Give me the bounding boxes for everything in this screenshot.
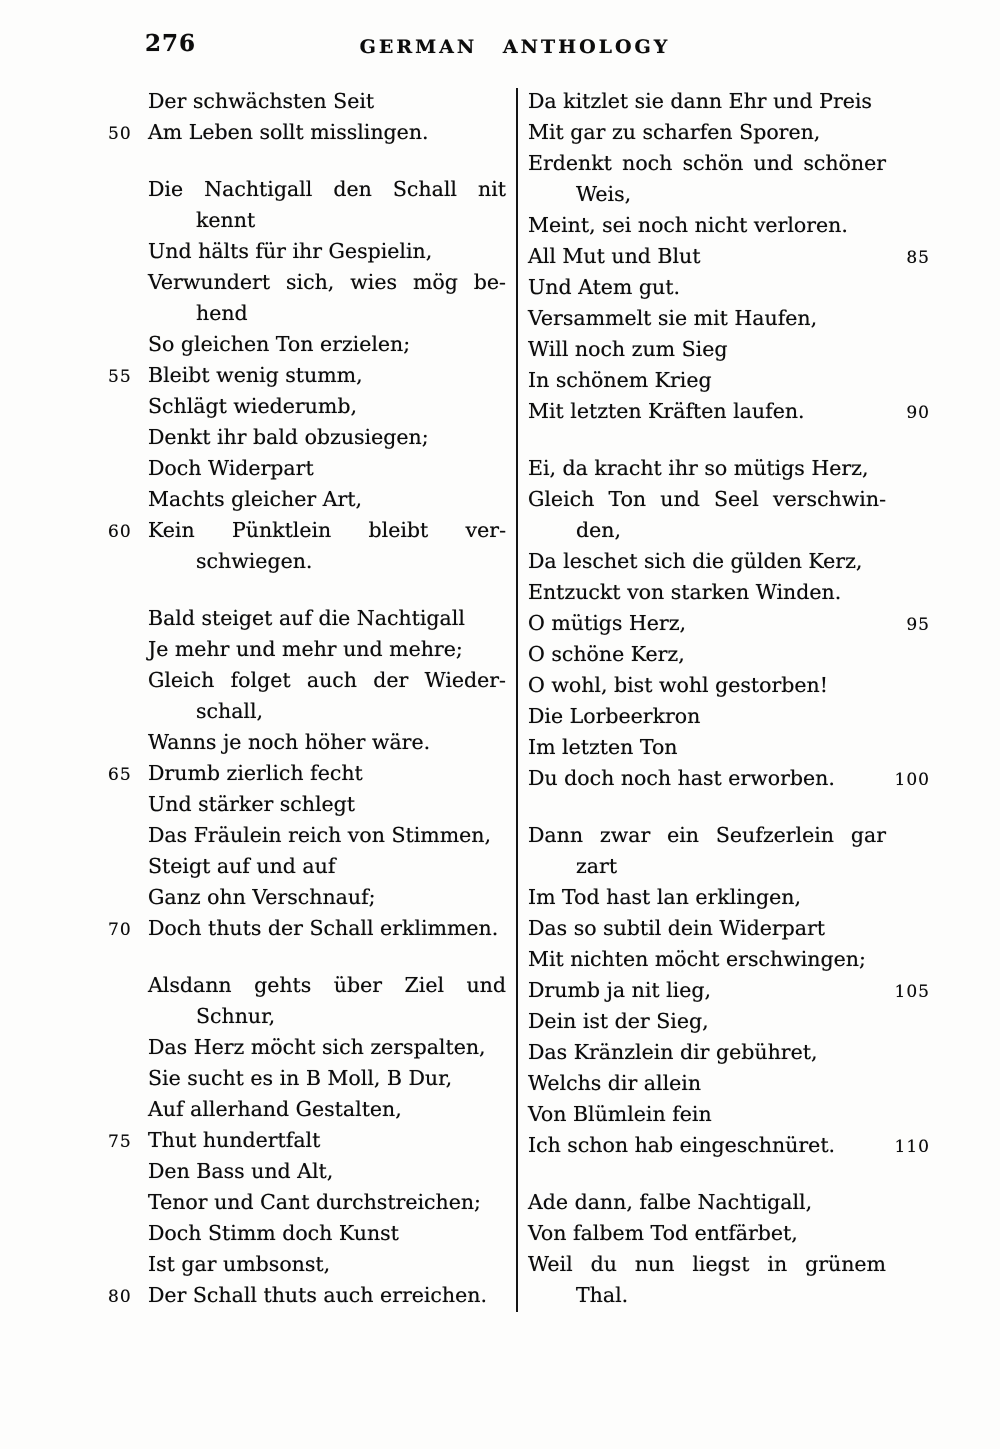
poem-line-text: Erdenkt noch schön und schöner (528, 151, 886, 175)
poem-line (528, 1187, 886, 1218)
stanza (528, 86, 930, 427)
poem-line (528, 763, 930, 794)
poem-line-text: Doch thuts der Schall erklimmen. (148, 916, 499, 940)
poem-line-text: Gleich Ton und Seel verschwin- (528, 487, 886, 511)
poem-line-text: Im letzten Ton (528, 735, 678, 759)
poem-column-right (528, 86, 930, 1311)
poem-line (528, 608, 930, 639)
poem-line-text: Das Fräulein reich von Stimmen, (148, 823, 492, 847)
poem-line (148, 1187, 506, 1218)
poem-line-text: Drumb ja nit lieg, (528, 978, 712, 1002)
poem-line (528, 1130, 930, 1161)
line-number: 85 (906, 248, 930, 268)
poem-line (528, 1099, 886, 1130)
poem-line (148, 86, 506, 117)
poem-line (148, 1218, 506, 1249)
poem-line (148, 1156, 506, 1187)
poem-line-text: Ade dann, falbe Nachtigall, (528, 1190, 813, 1214)
poem-line-text: Thal. (576, 1283, 629, 1307)
poem-line-text: Das Kränzlein dir gebühret, (528, 1040, 818, 1064)
poem-line (108, 117, 506, 148)
poem-line (148, 1001, 506, 1032)
poem-line (528, 272, 886, 303)
column-divider-rule (516, 88, 518, 1312)
line-number: 105 (894, 982, 930, 1002)
poem-line (528, 577, 886, 608)
poem-line-text: Dein ist der Sieg, (528, 1009, 709, 1033)
poem-line-text: Schlägt wiederumb, (148, 394, 357, 418)
poem-line-text: Mit letzten Kräften laufen. (528, 399, 805, 423)
poem-line (108, 1280, 506, 1311)
poem-line-text: Ganz ohn Verschnauf; (148, 885, 376, 909)
poem-line-text: Bald steiget auf die Nachtigall (148, 606, 465, 630)
line-number: 65 (108, 765, 132, 785)
poem-line-text: Entzuckt von starken Winden. (528, 580, 842, 604)
poem-line-text: Gleich folget auch der Wieder- (148, 668, 506, 692)
poem-line (528, 1218, 886, 1249)
poem-line-text: schall, (196, 699, 264, 723)
stanza (528, 1187, 886, 1311)
poem-line (148, 298, 506, 329)
poem-line (148, 267, 506, 298)
poem-line (528, 1006, 886, 1037)
poem-line (148, 696, 506, 727)
poem-line-text: Von falbem Tod entfärbet, (528, 1221, 798, 1245)
poem-line-text: Meint, sei noch nicht verloren. (528, 213, 848, 237)
poem-line-text: Verwundert sich, wies mög be- (148, 270, 506, 294)
poem-line (528, 365, 886, 396)
poem-line-text: Der Schall thuts auch erreichen. (148, 1283, 487, 1307)
poem-line-text: Je mehr und mehr und mehre; (148, 637, 463, 661)
poem-line-text: Am Leben sollt misslingen. (148, 120, 429, 144)
poem-line (148, 236, 506, 267)
poem-line (148, 329, 506, 360)
poem-line-text: Der schwächsten Seit (148, 89, 375, 113)
poem-line-text: O mütigs Herz, (528, 611, 687, 635)
line-number: 60 (108, 522, 132, 542)
poem-line (528, 334, 886, 365)
poem-line (148, 422, 506, 453)
poem-line (148, 789, 506, 820)
stanza (528, 820, 930, 1161)
poem-line-text: Und Atem gut. (528, 275, 680, 299)
poem-line (528, 484, 886, 515)
poem-line-text: Kein Pünktlein bleibt ver- (148, 518, 506, 542)
poem-line (148, 1094, 506, 1125)
poem-line-text: So gleichen Ton erzielen; (148, 332, 411, 356)
line-number: 75 (108, 1132, 132, 1152)
poem-line (528, 975, 930, 1006)
poem-line-text: Versammelt sie mit Haufen, (528, 306, 818, 330)
line-number: 50 (108, 124, 132, 144)
poem-line (528, 546, 886, 577)
poem-line (148, 205, 506, 236)
poem-line-text: All Mut und Blut (528, 244, 701, 268)
poem-line (148, 1032, 506, 1063)
poem-line-text: Und stärker schlegt (148, 792, 356, 816)
poem-line (148, 453, 506, 484)
poem-line (148, 391, 506, 422)
poem-line (528, 241, 930, 272)
poem-line-text: Mit nichten möcht erschwingen; (528, 947, 866, 971)
poem-line-text: O wohl, bist wohl gestorben! (528, 673, 828, 697)
poem-line-text: Doch Stimm doch Kunst (148, 1221, 399, 1245)
poem-line-text: Thut hundertfalt (148, 1128, 321, 1152)
poem-line-text: Weis, (576, 182, 632, 206)
stanza (528, 453, 930, 794)
poem-line-text: zart (576, 854, 618, 878)
poem-line-text: hend (196, 301, 248, 325)
poem-line-text: Dann zwar ein Seufzerlein gar (528, 823, 886, 847)
poem-line (148, 851, 506, 882)
poem-line (528, 851, 886, 882)
stanza (108, 603, 506, 944)
poem-line-text: O schöne Kerz, (528, 642, 685, 666)
poem-line-text: schwiegen. (196, 549, 313, 573)
poem-line-text: Bleibt wenig stumm, (148, 363, 363, 387)
poem-line-text: Und hälts für ihr Gespielin, (148, 239, 433, 263)
poem-line-text: Da leschet sich die gülden Kerz, (528, 549, 863, 573)
poem-line (528, 1280, 886, 1311)
line-number: 55 (108, 367, 132, 387)
poem-line (528, 1037, 886, 1068)
poem-line (148, 484, 506, 515)
poem-line (148, 603, 506, 634)
poem-line (108, 515, 506, 546)
stanza (108, 86, 506, 148)
poem-line-text: Denkt ihr bald obzusiegen; (148, 425, 429, 449)
poem-line-text: Mit gar zu scharfen Sporen, (528, 120, 821, 144)
poem-line-text: Von Blümlein fein (528, 1102, 712, 1126)
line-number: 90 (906, 403, 930, 423)
poem-line (528, 913, 886, 944)
poem-line (528, 117, 886, 148)
poem-line (528, 453, 886, 484)
poem-line-text: den, (576, 518, 621, 542)
poem-line-text: Auf allerhand Gestalten, (148, 1097, 402, 1121)
poem-line (148, 970, 506, 1001)
poem-line (528, 179, 886, 210)
poem-line (148, 174, 506, 205)
stanza (108, 970, 506, 1311)
poem-line-text: Die Nachtigall den Schall nit (148, 177, 506, 201)
poem-line (528, 515, 886, 546)
poem-line-text: kennt (196, 208, 256, 232)
poem-line-text: Weil du nun liegst in grünem (528, 1252, 886, 1276)
poem-line (528, 670, 886, 701)
poem-line-text: Das so subtil dein Widerpart (528, 916, 826, 940)
poem-line-text: Da kitzlet sie dann Ehr und Preis (528, 89, 872, 113)
poem-line (148, 1063, 506, 1094)
running-head-title: GERMAN ANTHOLOGY (359, 36, 671, 58)
poem-line (108, 758, 506, 789)
poem-line (528, 303, 886, 334)
poem-line-text: Will noch zum Sieg (528, 337, 728, 361)
poem-line (528, 732, 886, 763)
poem-line (528, 820, 886, 851)
poem-line-text: Sie sucht es in B Moll, B Dur, (148, 1066, 453, 1090)
poem-line (528, 148, 886, 179)
poem-line (148, 546, 506, 577)
poem-line-text: Im Tod hast lan erklingen, (528, 885, 801, 909)
line-number: 95 (906, 615, 930, 635)
poem-line-text: Wanns je noch höher wäre. (148, 730, 431, 754)
poem-line (528, 1068, 886, 1099)
poem-line (108, 913, 506, 944)
line-number: 110 (894, 1137, 930, 1157)
poem-line-text: Die Lorbeerkron (528, 704, 701, 728)
poem-line (108, 360, 506, 391)
poem-line-text: Tenor und Cant durchstreichen; (148, 1190, 481, 1214)
page-number: 276 (145, 30, 197, 57)
poem-line (108, 1125, 506, 1156)
poem-line-text: Schnur, (196, 1004, 276, 1028)
poem-line-text: Ist gar umbsonst, (148, 1252, 331, 1276)
poem-line (528, 944, 886, 975)
poem-line-text: Steigt auf und auf (148, 854, 336, 878)
poem-line-text: Drumb zierlich fecht (148, 761, 363, 785)
poem-line-text: Ei, da kracht ihr so mütigs Herz, (528, 456, 869, 480)
poem-column-left (108, 86, 506, 1311)
poem-line (148, 665, 506, 696)
poem-line (528, 639, 886, 670)
poem-line (148, 882, 506, 913)
poem-line (148, 1249, 506, 1280)
poem-line-text: Machts gleicher Art, (148, 487, 363, 511)
poem-line-text: Ich schon hab eingeschnüret. (528, 1133, 836, 1157)
poem-line (528, 882, 886, 913)
poem-line (148, 820, 506, 851)
line-number: 100 (894, 770, 930, 790)
poem-line-text: Alsdann gehts über Ziel und (148, 973, 506, 997)
poem-line (148, 727, 506, 758)
poem-line (528, 396, 930, 427)
poem-line-text: Du doch noch hast erworben. (528, 766, 835, 790)
poem-line (528, 86, 886, 117)
poem-line (528, 210, 886, 241)
line-number: 70 (108, 920, 132, 940)
poem-line (528, 1249, 886, 1280)
poem-line-text: Doch Widerpart (148, 456, 314, 480)
stanza (108, 174, 506, 577)
line-number: 80 (108, 1287, 132, 1307)
poem-line (528, 701, 886, 732)
poem-line-text: In schönem Krieg (528, 368, 712, 392)
poem-line-text: Das Herz möcht sich zerspalten, (148, 1035, 486, 1059)
poem-line-text: Den Bass und Alt, (148, 1159, 334, 1183)
poem-line-text: Welchs dir allein (528, 1071, 702, 1095)
poem-line (148, 634, 506, 665)
